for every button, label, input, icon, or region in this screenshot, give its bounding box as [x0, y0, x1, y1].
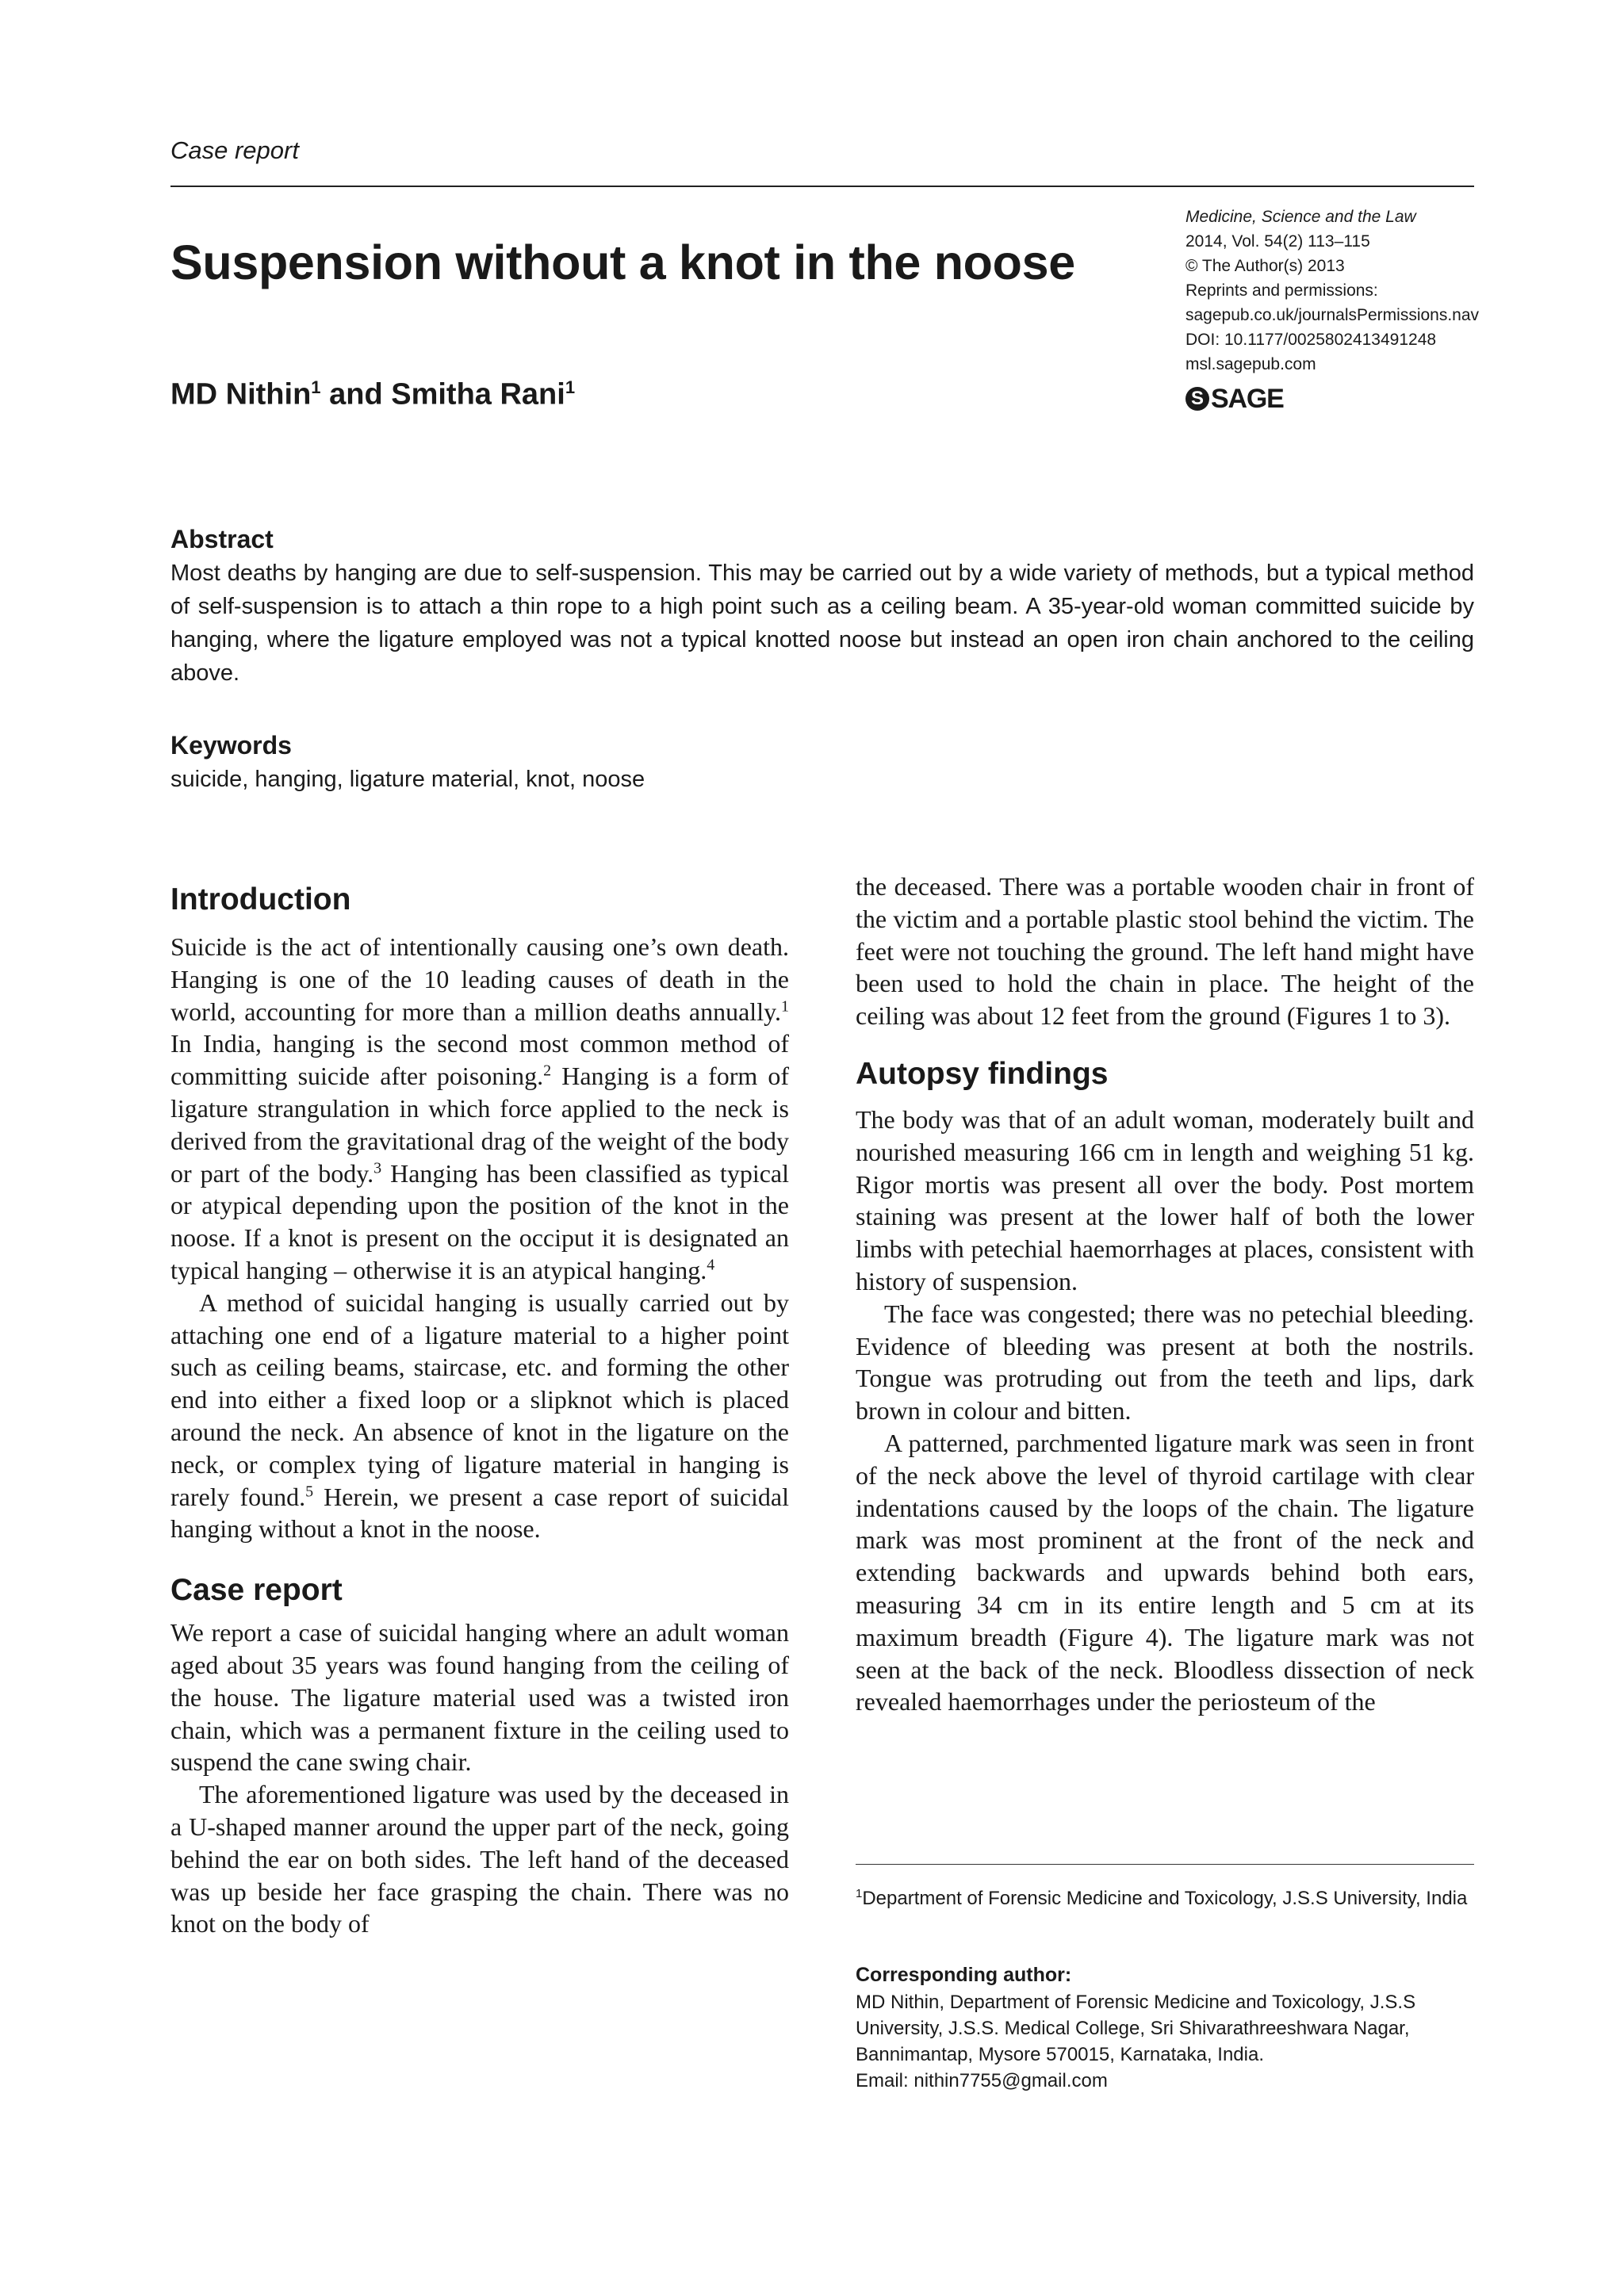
abstract-heading: Abstract: [170, 525, 274, 553]
article-title: Suspension without a knot in the noose: [170, 235, 1075, 289]
journal-site-link[interactable]: msl.sagepub.com: [1185, 355, 1316, 373]
corresponding-author-address: MD Nithin, Department of Forensic Medicine and Toxicology, J.S.S University, J.S.S. Medical College, Sri Shivarathreeshwara Nagar, Bannimantap, Mysore 570015, Karnataka, India.: [856, 1992, 1416, 2065]
doi-link[interactable]: DOI: 10.1177/0025802413491248: [1185, 331, 1437, 349]
affiliation-footnote: $^1$Department of Forensic Medicine and Toxicology, J.S.S University, India: [856, 1887, 1468, 1909]
journal-info: [1185, 205, 1480, 377]
section-heading-case-report: Case report: [170, 1573, 343, 1608]
keywords-heading: Keywords: [170, 731, 292, 760]
footnote-rule: [856, 1864, 1474, 1865]
section-heading-autopsy: Autopsy findings: [856, 1056, 1109, 1091]
abstract-text: Most deaths by hanging are due to self-suspension. This may be carried out by a wide variety of methods, but a typical method of self-suspension is to attach a thin rope to a high point such as a ceiling beam. A 35-year-old woman committed suicide by hanging, where the ligature employed was not a typical knotted noose but instead an open iron chain anchored to the ceiling above.: [170, 561, 1474, 686]
copyright-notice: © The Author(s) 2013: [1185, 257, 1345, 275]
section-label: Case report: [170, 136, 299, 164]
keywords-text: suicide, hanging, ligature material, knot, noose: [170, 767, 645, 792]
sage-logo-text: SAGE: [1211, 383, 1284, 414]
citation-mark: 3: [373, 1158, 382, 1177]
citation-mark: 4: [707, 1256, 715, 1274]
corresponding-author-email[interactable]: Email: nithin7755@gmail.com: [856, 2070, 1108, 2091]
journal-volume: 2014, Vol. 54(2) 113–115: [1185, 232, 1370, 251]
author-name: Smitha Rani: [391, 377, 565, 411]
autopsy-paragraph-3: A patterned, parchmented ligature mark was seen in front of the neck above the level of thyroid cartilage with clear indentations caused by the loops of the chain. The ligature mark was most prominent at the front of the neck and extending backwards and upwards behind both ears, measuring 34 cm in its entire length and 5 cm at its maximum breadth (Figure 4). The ligature mark was not seen at the back of the neck. Bloodless dissection of neck revealed haemorrhages under the periosteum of the: [856, 1428, 1474, 1716]
reprints-label: Reprints and permissions:: [1185, 281, 1378, 300]
sage-logo: [1185, 383, 1284, 415]
intro-paragraph-2: A method of suicidal hanging is usually carried out by attaching one end of a ligature material to a higher point such as ceiling beams, staircase, etc. and forming the other end into either a fixed loop or a slipknot which is placed around the neck. An absence of knot in the ligature on the neck, or complex tying of ligature material in hanging is rarely found.$^5$ Herein, we present a case report of suicidal hanging without a knot in the noose.: [170, 1288, 790, 1544]
citation-mark: 2: [543, 1062, 552, 1080]
author-name: MD Nithin: [170, 377, 312, 411]
corresponding-author-heading: Corresponding author:: [856, 1964, 1072, 1986]
header-rule: [170, 186, 1474, 187]
case-paragraph-2-continued: the deceased. There was a portable wooden chair in front of the victim and a portable plastic stool behind the victim. The feet were not touching the ground. The left hand might have been used to hold the chain in place. The height of the ceiling was about 12 feet from the ground (Figures 1 to 3).: [856, 872, 1474, 1031]
author-joiner: and: [329, 377, 383, 411]
citation-mark: 1: [781, 997, 789, 1015]
author-affiliation-mark: 1: [565, 377, 576, 397]
autopsy-paragraph-2: The face was congested; there was no petechial bleeding. Evidence of bleeding was present at both the nostrils. Tongue was protruding out from the teeth and lips, dark brown in colour and bitten.: [856, 1299, 1474, 1425]
body-column-left: [170, 871, 789, 1940]
autopsy-paragraph-1: The body was that of an adult woman, moderately built and nourished measuring 166 cm in length and weighing 51 kg. Rigor mortis was present all over the body. Post mortem staining was present at the lower half of both the lower limbs with petechial haemorrhages at places, consistent with history of suspension.: [856, 1104, 1474, 1295]
intro-paragraph-1: Suicide is the act of intentionally causing one’s own death. Hanging is one of the 10 leading causes of death in the world, accounting for more than a million deaths annually.$^1$ In India, hanging is the second most common method of committing suicide after poisoning.$^2$ Hanging is a form of ligature strangulation in which force applied to the neck is derived from the gravitational drag of the weight of the body or part of the body.$^3$ Hanging has been classified as typical or atypical depending upon the position of the knot in the noose. If a knot is present on the occiput it is designated an typical hanging – otherwise it is an atypical hanging.$^4$: [170, 932, 790, 1284]
citation-mark: 5: [305, 1482, 314, 1500]
corresponding-author-details: [856, 1989, 1474, 2094]
body-column-right: [856, 871, 1474, 1718]
case-paragraph-1: We report a case of suicidal hanging where an adult woman aged about 35 years was found hanging from the ceiling of the house. The ligature material used was a twisted iron chain, which was a permanent fixture in the ceiling used to suspend the cane swing chair.: [170, 1618, 789, 1777]
section-heading-introduction: Introduction: [170, 882, 351, 916]
author-affiliation-mark: 1: [311, 377, 321, 397]
author-list: [170, 377, 575, 412]
journal-name: Medicine, Science and the Law: [1185, 208, 1416, 226]
sage-s-icon: S: [1185, 387, 1209, 411]
permissions-link[interactable]: sagepub.co.uk/journalsPermissions.nav: [1185, 306, 1480, 324]
affiliation-mark: 1: [856, 1887, 863, 1900]
case-paragraph-2: The aforementioned ligature was used by the deceased in a U-shaped manner around the upper part of the neck, going behind the ear on both sides. The left hand of the deceased was up beside her face grasping the chain. There was no knot on the body of: [170, 1780, 789, 1938]
